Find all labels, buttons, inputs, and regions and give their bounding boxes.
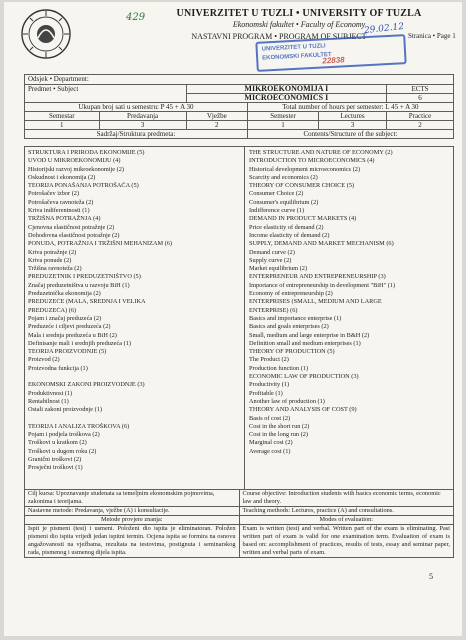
contents-line: Consumer's equilibrium (2) [249, 198, 319, 206]
contents-line: TEORIJA PROIZVODNJE (5) [28, 348, 107, 356]
contents-line: Demand curve (2) [249, 248, 295, 256]
contents-line: ENTERPRISES (SMALL, MEDIUM AND LARGE [249, 298, 382, 306]
contents-line [28, 373, 238, 381]
practice-label: Practice [387, 112, 454, 121]
contents-line: Another law of production (1) [249, 397, 325, 405]
contents-line: TRŽIŠNA POTRAŽNJA (4) [28, 215, 101, 223]
course-details-table [24, 489, 454, 558]
contents-line: ECONOMIC LAW OF PRODUCTION (3) [249, 373, 359, 381]
contents-line: The Product (2) [249, 356, 289, 364]
contents-line: INTRODUCTION TO MICROECONOMICS (4) [249, 157, 375, 165]
contents-line: THEORY OF PRODUCTION (5) [249, 348, 335, 356]
contents-line: Basis of cost (2) [249, 414, 291, 422]
course-name-bs: MIKROEKONOMIJA I [186, 85, 386, 94]
contents-line: Price elasticity of demand (2) [249, 223, 324, 231]
semester-label: Semester [247, 112, 318, 121]
registry-stamp [255, 34, 406, 72]
contents-line: Značaj preduzetništva u razvoju BiH (1) [28, 281, 130, 289]
contents-line [28, 415, 238, 423]
contents-line: Oskudnost i ekonomija (2) [28, 173, 96, 181]
contents-line: Basics and importance enterprise (1) [249, 314, 342, 322]
contents-line: Definisanje mali i srednjih preduzeća (1) [28, 339, 131, 347]
column-divider [244, 147, 245, 489]
contents-line: Rentabilnost (1) [28, 397, 69, 405]
contents-line: Historijski razvoj mikroekonomije (2) [28, 165, 125, 173]
document-page [4, 2, 462, 636]
contents-line: Supply curve (2) [249, 256, 292, 264]
contents-line: Granični troškovi (2) [28, 455, 82, 463]
contents-line: Cjenovna elastičnost potražnje (2) [28, 223, 115, 231]
contents-line: Pojam i značaj preduzeća (2) [28, 314, 102, 322]
lectures-value: 3 [319, 121, 387, 130]
contents-line: THEORY OF CONSUMER CHOICE (5) [249, 182, 355, 190]
contents-column-bs [28, 149, 238, 473]
stamp-number: 22838 [322, 55, 345, 66]
contents-line: Kriva ponude (2) [28, 256, 72, 264]
contents-line: Proizvod (2) [28, 356, 60, 364]
contents-line: Potrošačev izbor (2) [28, 190, 80, 198]
contents-line: Proizvodna funkcija (1) [28, 364, 88, 372]
contents-line: Dohodovna elastičnost potražnje (2) [28, 231, 120, 239]
contents-line: Marginal cost (2) [249, 439, 293, 447]
pen-mark: 29.02.12 [363, 21, 405, 37]
contents-line: ENTERPRISE) (6) [249, 306, 298, 314]
semestar-label: Semestar [25, 112, 100, 121]
contents-line: TEORIJA I ANALIZA TROŠKOVA (6) [28, 422, 130, 430]
contents-line: Scarcity and economics (2) [249, 173, 318, 181]
contents-line: Profitable (1) [249, 389, 283, 397]
stamp-line-1: UNIVERZITET U TUZLI [261, 43, 326, 53]
course-name-en: MICROECONOMICS I [186, 94, 386, 103]
contents-line: Kriva indiferentnosti (1) [28, 207, 90, 215]
contents-line: Produktivnost (1) [28, 389, 73, 397]
university-title: UNIVERZITET U TUZLI • UNIVERSITY OF TUZLA [176, 8, 422, 19]
evaluation-head-bs: Metode provjere znanja: [25, 516, 240, 525]
semestar-value: 1 [25, 121, 100, 130]
contents-line: Average cost (1) [249, 447, 291, 455]
contents-line: Definition small and medium enterprises (1) [249, 339, 361, 347]
contents-line: Production function (1) [249, 364, 309, 372]
semester-value: 1 [247, 121, 318, 130]
contents-line: Preduzetnička ekonomija (2) [28, 290, 101, 298]
stamp-line-2: EKONOMSKI FAKULTET [262, 51, 332, 62]
course-info-table [24, 74, 454, 139]
contents-line: SUPPLY, DEMAND AND MARKET MECHANISM (6) [249, 240, 394, 248]
contents-line: ENTERPRENEUR AND ENTREPRENEURSHIP (3) [249, 273, 386, 281]
predavanja-value: 3 [99, 121, 186, 130]
subject-contents [24, 146, 454, 490]
handwritten-number: 429 [126, 12, 146, 23]
contents-line: DEMAND IN PRODUCT MARKETS (4) [249, 215, 357, 223]
contents-line: Troškovi u kratkom (2) [28, 439, 87, 447]
contents-line: Cost in the long run (2) [249, 431, 308, 439]
contents-line: Troškovi u dugom roku (2) [28, 447, 97, 455]
vjezbe-label: Vježbe [186, 112, 247, 121]
evaluation-text-bs: Ispit je pismeni (test) i usmeni. Položeni dio ispita je eliminatoran. Položen pismeni dio ispita vrijedi jedan ispitni termin. Ocjena ispita se formira na osnovu angažovanosti na vježbama, rezultata na testovima, postignuta i seminarskog rada, pismenog i usmenog dijela ispita. [25, 525, 240, 558]
faculty-name: Ekonomski fakultet • Faculty of Economy [232, 20, 366, 29]
page-value: 1 [452, 32, 456, 40]
hours-bs: Ukupan broj sati u semestru: P 45 + A 30 [25, 103, 248, 112]
contents-line: Cost in the short run (2) [249, 422, 310, 430]
contents-line: PREDUZEĆA) (6) [28, 306, 77, 314]
contents-line: PREDUZETNIK I PREDUZETNIŠTVO (5) [28, 273, 141, 281]
contents-line: Mala i srednja preduzeća u BiH (2) [28, 331, 117, 339]
contents-line: Basics and goals enterprises (2) [249, 323, 329, 331]
contents-line: Prosječni troškovi (1) [28, 464, 83, 472]
contents-line: Historical development microeconomics (2) [249, 165, 361, 173]
evaluation-text-en: Exam is written (test) and verbal. Written part of the exam is eliminating. Past written part of exam is valid for one examination term. Evaluation of exam is based on: accomplishment of practices, results of tests, essay and seminar paper, written and verbal parts of exam. [239, 525, 454, 558]
page-indicator [408, 32, 456, 40]
contents-line: PONUDA, POTRAŽNJA I TRŽIŠNI MEHANIZAM (6) [28, 240, 173, 248]
contents-line: THE STRUCTURE AND NATURE OF ECONOMY (2) [249, 149, 393, 156]
vjezbe-value: 2 [186, 121, 247, 130]
contents-line: Tržišna ravnoteža (2) [28, 265, 82, 273]
hours-en: Total number of hours per semester: L 45 + A 30 [247, 103, 453, 112]
ects-value: 6 [387, 94, 454, 103]
program-title: NASTAVNI PROGRAM • PROGRAM OF SUBJECT [191, 32, 367, 41]
contents-line: Income elasticity of demand (2) [249, 231, 330, 239]
contents-line: Small, medium and large enterprise in B&H (2) [249, 331, 370, 339]
contents-label-en: Contents/Structure of the subject: [247, 130, 453, 139]
evaluation-head-en: Modes of evaluation: [239, 516, 454, 525]
practice-value: 2 [387, 121, 454, 130]
contents-line: Pojam i podjela troškova (2) [28, 431, 100, 439]
contents-line: Market equilibrium (2) [249, 265, 308, 273]
contents-line: TEORIJA PONAŠANJA POTROŠAČA (5) [28, 182, 139, 190]
contents-line: STRUKTURA I PRIRODA EKONOMIJE (5) [28, 149, 145, 156]
contents-line: Consumer Choice (2) [249, 190, 304, 198]
subject-label: Predmet • Subject [25, 85, 187, 103]
contents-column-en [249, 149, 451, 456]
contents-line: Preduzeće i ciljevi preduzeća (2) [28, 323, 111, 331]
university-seal-icon [20, 8, 72, 60]
contents-line: PREDUZEĆE (MALA, SREDNJA I VELIKA [28, 298, 146, 306]
page-number: 5 [429, 572, 433, 581]
teaching-methods-bs: Nastavne metode: Predavanja, vježbe (A) i konsultacije. [25, 507, 240, 516]
contents-line: Potrošačeva ravnoteža (2) [28, 198, 94, 206]
contents-line: Productivity (1) [249, 381, 290, 389]
contents-line: Ostali zakoni proizvodnje (1) [28, 406, 102, 414]
contents-line: THEORY AND ANALYSIS OF COST (9) [249, 406, 357, 414]
department-label: Odsjek • Department: [25, 75, 454, 85]
contents-line: Kriva potražnje (2) [28, 248, 77, 256]
ects-label: ECTS [387, 85, 454, 94]
contents-line: EKONOMSKI ZAKONI PROIZVODNJE (3) [28, 381, 145, 389]
course-objective-bs: Cilj kursa: Upoznavanje studenata sa temeljnim ekonomskim pojmovima, zakonima i teorijama. [25, 490, 240, 507]
contents-line: Economy of entrepreneurship (2) [249, 290, 333, 298]
teaching-methods-en: Teaching methods: Lectures, practice (A) and consultations. [239, 507, 454, 516]
course-objective-en: Course objective: Introduction students with basics economic terms, economic law and theory. [239, 490, 454, 507]
contents-line: Importance of entrepreneurship in development "BiH" (1) [249, 281, 396, 289]
contents-line: Indifference curve (1) [249, 207, 305, 215]
contents-label-bs: Sadržaj/Struktura predmeta: [25, 130, 248, 139]
lectures-label: Lectures [319, 112, 387, 121]
predavanja-label: Predavanja [99, 112, 186, 121]
contents-line: UVOD U MIKROEKONOMIJU (4) [28, 157, 121, 165]
page-label: Stranica • Page [408, 32, 451, 40]
